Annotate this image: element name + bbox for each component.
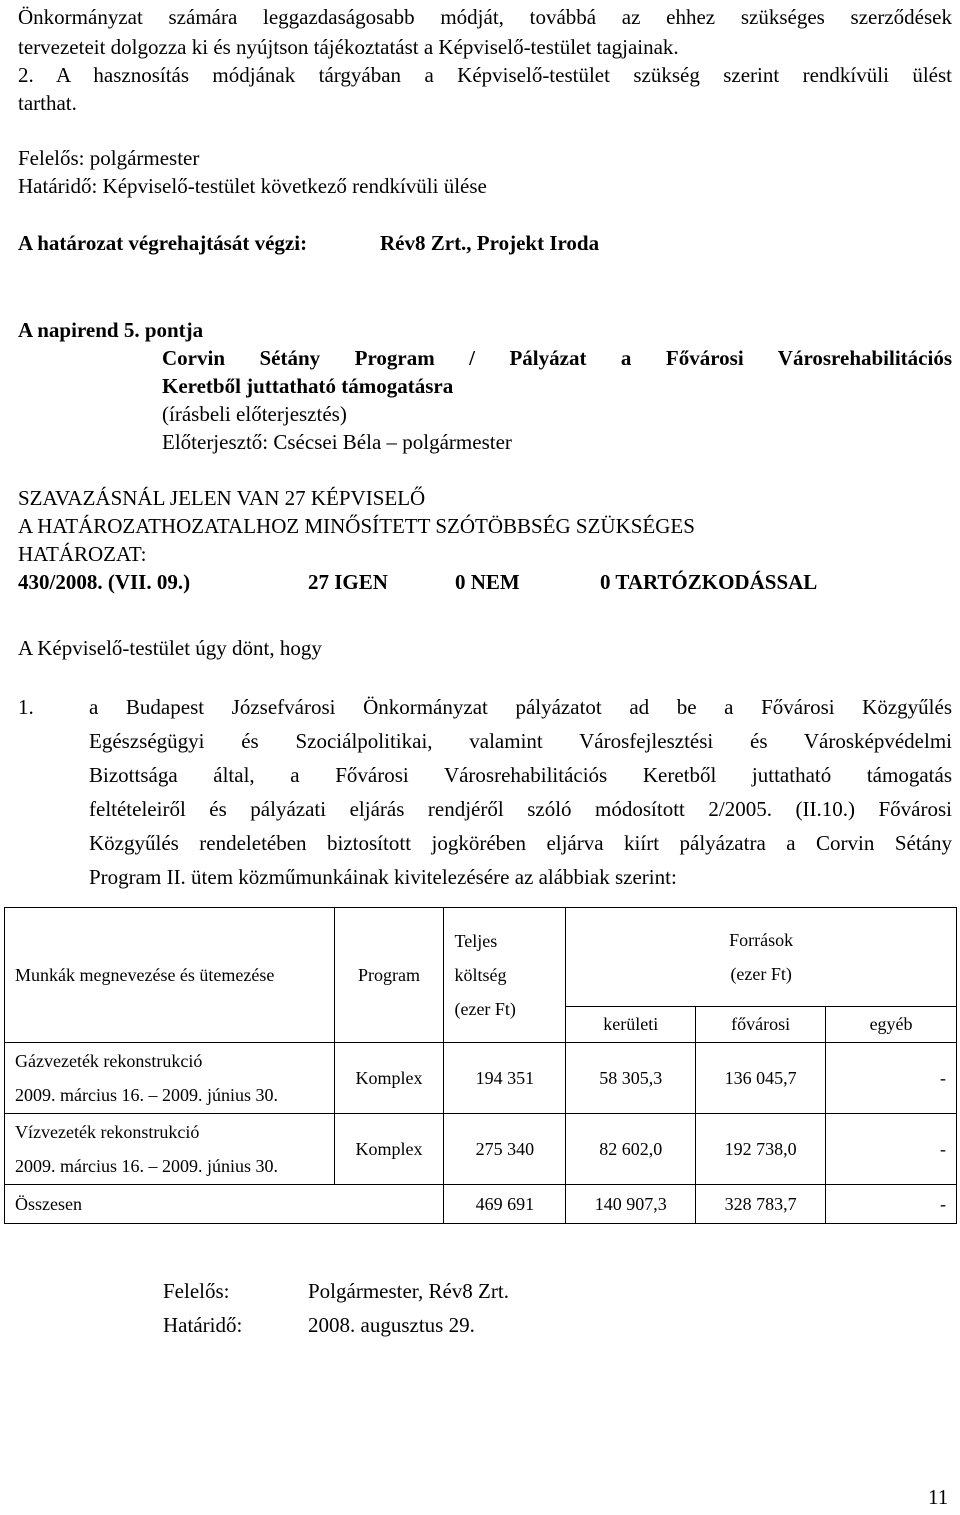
row-total: 275 340 [444,1114,566,1185]
row-program: Komplex [334,1043,444,1114]
top-line-3: 2. A hasznosítás módjának tárgyában a Képviselő-testület szükség szerint rendkívüli ülést [18,63,952,87]
row-name: Vízvezeték rekonstrukció [15,1122,200,1142]
row-other: - [826,1043,957,1114]
row-total: 194 351 [444,1043,566,1114]
subheader-other: egyéb [826,1007,957,1043]
execution-label: A határozat végrehajtását végzi: [18,231,308,255]
row-work [5,1114,335,1185]
item-line-3: Bizottsága által, a Fővárosi Városrehabilitációs Keretből juttatható támogatás [89,763,952,787]
row-capital: 136 045,7 [696,1043,826,1114]
row-other: - [826,1114,957,1185]
row-district: 82 602,0 [566,1114,696,1185]
table-sum-row [5,1185,957,1224]
agenda-written: (írásbeli előterjesztés) [162,402,347,426]
sum-total: 469 691 [444,1185,566,1224]
header-sources-line-1: Források [729,930,794,950]
agenda-label: A napirend 5. pontja [18,318,204,342]
row-program: Komplex [334,1114,444,1185]
agenda-presenter: Előterjesztő: Csécsei Béla – polgármester [162,430,512,454]
sum-district: 140 907,3 [566,1185,696,1224]
table-header-row [5,908,957,1007]
top-line-2: tervezeteit dolgozza ki és nyújtson tájékoztatást a Képviselő-testület tagjainak. [18,35,679,59]
subheader-district: kerületi [566,1007,696,1043]
table-row [5,1114,957,1185]
header-total [444,908,566,1043]
agenda-title-line-1: Corvin Sétány Program / Pályázat a Fővárosi Városrehabilitációs [162,346,952,370]
header-sources [566,908,957,1007]
subheader-capital: fővárosi [696,1007,826,1043]
header-total-line-3: (ezer Ft) [454,999,516,1019]
page-number: 11 [928,1485,949,1509]
footer-responsible-label: Felelős: [163,1279,230,1303]
execution-value: Rév8 Zrt., Projekt Iroda [380,231,600,255]
item-line-1: a Budapest Józsefvárosi Önkormányzat pályázatot ad be a Fővárosi Közgyűlés [89,695,952,719]
votes-yes: 27 IGEN [308,570,388,594]
item-number: 1. [18,695,34,719]
vote-resolution-label: HATÁROZAT: [18,542,147,566]
header-sources-line-2: (ezer Ft) [730,964,792,984]
item-line-4: feltételeiről és pályázati eljárás rendjéről szóló módosított 2/2005. (II.10.) Fővárosi [89,797,952,821]
header-total-line-1: Teljes [454,931,498,951]
row-name: Gázvezeték rekonstrukció [15,1051,203,1071]
footer-deadline-label: Határidő: [163,1313,243,1337]
agenda-title-line-2: Keretből juttatható támogatásra [162,374,454,398]
row-period: 2009. március 16. – 2009. június 30. [15,1156,278,1176]
header-work: Munkák megnevezése és ütemezése [5,908,335,1043]
decision-intro: A Képviselő-testület úgy dönt, hogy [18,636,322,660]
item-line-5: Közgyűlés rendeletében biztosított jogkörében eljárva kiírt pályázatra a Corvin Sétány [89,831,952,855]
table-row [5,1043,957,1114]
row-work [5,1043,335,1114]
top-line-1: Önkormányzat számára leggazdaságosabb módját, továbbá az ehhez szükséges szerződések [18,5,952,29]
row-district: 58 305,3 [566,1043,696,1114]
sum-label: Összesen [5,1185,444,1224]
header-program: Program [334,908,444,1043]
votes-no: 0 NEM [455,570,520,594]
top-line-4: tarthat. [18,91,77,115]
row-period: 2009. március 16. – 2009. június 30. [15,1085,278,1105]
deadline-line: Határidő: Képviselő-testület következő rendkívüli ülése [18,174,487,198]
footer-deadline-value: 2008. augusztus 29. [308,1313,475,1337]
sum-capital: 328 783,7 [696,1185,826,1224]
resolution-number: 430/2008. (VII. 09.) [18,570,191,594]
footer-responsible-value: Polgármester, Rév8 Zrt. [308,1279,509,1303]
sum-other: - [826,1185,957,1224]
header-total-line-2: költség [454,965,507,985]
item-line-2: Egészségügyi és Szociálpolitikai, valamint Városfejlesztési és Városképvédelmi [89,729,952,753]
responsible-line: Felelős: polgármester [18,146,200,170]
vote-majority: A HATÁROZATHOZATALHOZ MINŐSÍTETT SZÓTÖBBSÉG SZÜKSÉGES [18,514,695,538]
item-line-6: Program II. ütem közműmunkáinak kivitelezésére az alábbiak szerint: [89,865,677,889]
cost-table [4,907,957,1224]
votes-abstain: 0 TARTÓZKODÁSSAL [600,570,818,594]
row-capital: 192 738,0 [696,1114,826,1185]
vote-present: SZAVAZÁSNÁL JELEN VAN 27 KÉPVISELŐ [18,486,426,510]
